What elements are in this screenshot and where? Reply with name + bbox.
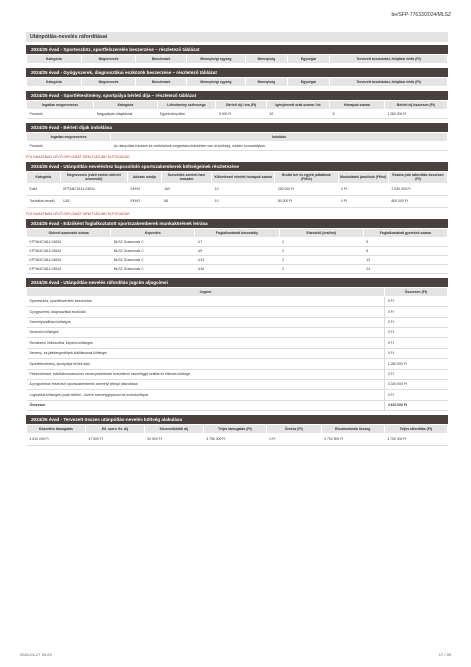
column-header: Megnevezés: [81, 55, 136, 64]
column-header: Közreműködői díj: [144, 425, 203, 434]
column-header: Tervezett beruházási, felújítási érték (Ft): [330, 78, 448, 87]
table-row: [27, 264, 448, 273]
cost-summary-title: 2024/25 évad - Utánpótlás-nevelés ráfordítás jogcím aljogcímei: [26, 278, 448, 287]
table-cell: Az utánpótlás edzések és mérkőzések megtartása érdekében van rá szükség, minden korosztályban.: [111, 142, 448, 151]
facility-rental-title: 2024/25 évad - Sportlétesítmény, sportpálya bérleti díja – részletező táblázat: [26, 91, 448, 100]
table-cell: 253 000 Ft: [275, 183, 338, 195]
table-cell: 8: [363, 246, 447, 255]
column-header: Kategória: [27, 55, 82, 64]
table-cell: 0 Ft: [384, 369, 447, 379]
table-row: [27, 307, 448, 317]
column-header: Mennyiség: [245, 55, 287, 64]
table-row: [27, 195, 448, 207]
table-cell: 10: [212, 195, 275, 207]
column-header: Összesen (Ft): [384, 287, 447, 296]
funding-summary-body: [27, 434, 448, 446]
table-cell: U18: [60, 195, 127, 207]
column-header: Edzésidő (óra/hét): [279, 228, 363, 237]
table-cell: 92 500 Ft: [144, 434, 203, 446]
table-cell: Egyéb települési: [157, 110, 216, 119]
table-cell: 13: [363, 255, 447, 264]
cost-summary-table: [26, 278, 448, 411]
table-cell: KPTANC1814-03634: [27, 264, 111, 273]
table-cell: Sporteszköz, sportfelszerelés beszerzése: [27, 296, 385, 306]
column-header: Mennyiségi egység: [186, 78, 245, 87]
column-header: Hónapok száma: [330, 101, 385, 110]
column-header: Igénybevett órák száma / hó: [266, 101, 329, 110]
table-row: [27, 246, 448, 255]
table-cell: MLSZ Grassroots C: [111, 237, 195, 246]
table-cell: Nagypályás világítással: [94, 110, 157, 119]
page-content: [26, 32, 448, 450]
table-cell: Porozsló: [27, 142, 111, 151]
column-header: Kategória: [94, 101, 157, 110]
staff-costs-table: [26, 162, 448, 208]
column-header: Ingatlan megnevezése: [27, 133, 111, 142]
table-cell: 4 610 000 Ft: [27, 434, 86, 446]
column-header: Benchmark: [136, 78, 187, 87]
table-cell: 800 000 Ft: [389, 195, 448, 207]
table-row: [27, 390, 448, 400]
table-cell: 0 Ft: [384, 296, 447, 306]
column-header: Ell. szerv. fiz. díj: [85, 425, 144, 434]
staff-costs-title: 2024/25 évad - Utánpótlás-neveléshez kapcsolódó sportszakemberek költségeinek részletezése: [26, 162, 448, 171]
table-cell: 47 500 Ft: [85, 434, 144, 446]
table-cell: 0 Ft: [338, 183, 389, 195]
sports-equipment-title: 2024/25 évad - Sporteszköz, sportfelszerelés beszerzése – részletező táblázat: [26, 45, 448, 54]
facility-rental-body: [27, 110, 448, 119]
facility-rental-table: [26, 91, 448, 119]
column-header: Létesítmény szélessége: [157, 101, 216, 110]
table-cell: 3 330 000 Ft: [384, 379, 447, 389]
table-cell: KPTANC1814-03634: [27, 255, 111, 264]
table-cell: U7: [195, 237, 279, 246]
column-header: Bérleti díj összesen (Ft): [384, 101, 447, 110]
funding-summary-header-row: [27, 425, 448, 434]
sports-equipment-table: [26, 45, 448, 64]
staff-costs-header-row: [27, 172, 448, 184]
footer-date: 2024-02-27 20:23: [20, 652, 52, 657]
table-cell: U9: [195, 246, 279, 255]
table-cell: 0 Ft: [338, 195, 389, 207]
column-header: Teljes támogatás (Ft): [203, 425, 266, 434]
table-cell: Edző: [27, 183, 61, 195]
column-header: Indoklás: [111, 133, 448, 142]
sports-equipment-header-row: [27, 55, 448, 64]
rental-justification-header-row: [27, 133, 448, 142]
table-cell: 0 Ft: [384, 328, 447, 338]
table-cell: Személyszállítási költségek: [27, 317, 385, 327]
table-cell: 0 Ft: [384, 348, 447, 358]
table-cell: 2: [279, 255, 363, 264]
rental-justification-body: [27, 142, 448, 151]
column-header: Bérleti díj / óra (Ft): [216, 101, 267, 110]
column-header: Bruttó bér és egyéb juttatások (Ft/hó): [275, 172, 338, 184]
column-header: Évadra jutó ráfordítás összesen (Ft): [389, 172, 448, 184]
column-header: Adózás módja: [128, 172, 162, 184]
table-row: [27, 183, 448, 195]
column-header: Mennyiség: [245, 78, 287, 87]
table-row: [27, 110, 448, 119]
column-header: Ingatlan megnevezése: [27, 101, 94, 110]
section-title: Utánpótlás-nevelés ráfordításai: [26, 32, 448, 42]
table-cell: 68: [161, 195, 212, 207]
table-row: [27, 255, 448, 264]
coach-assignment-header-row: [27, 228, 448, 237]
column-header: Közvetlen támogatás: [27, 425, 86, 434]
table-row: [27, 348, 448, 358]
table-cell: 2: [279, 237, 363, 246]
column-header: Megnevezés: [81, 78, 136, 87]
staff-costs-body: [27, 183, 448, 207]
table-cell: 24: [363, 264, 447, 273]
table-cell: 10: [212, 183, 275, 195]
column-header: Megnevezés (edző esetén oklevél azonosító): [60, 172, 127, 184]
table-cell: 2: [279, 264, 363, 273]
medical-equipment-title: 2024/25 évad - Gyógyszerek, diagnosztikai eszközök beszerzése – részletező táblázat: [26, 68, 448, 77]
coach-assignment-body: [27, 237, 448, 273]
table-cell: 80 000 Ft: [275, 195, 338, 207]
table-cell: Verseny- és játékengedélyek kiállításának költségei: [27, 348, 385, 358]
table-cell: 8: [330, 110, 385, 119]
table-row: [27, 317, 448, 327]
column-header: Tervezett beruházási, felújítási érték (Ft): [330, 55, 448, 64]
table-cell: KPTANC1814-03634: [27, 246, 111, 255]
table-row: [27, 237, 448, 246]
column-header: Kategória: [27, 172, 61, 184]
column-header: Kifizetéssel érintett hónapok száma: [212, 172, 275, 184]
column-header: Önrész (Ft): [266, 425, 321, 434]
diploma-notice: FOLYAMATBAN LÉVŐ DIPLOMÁT NEM TUDUNK ELFOGADNI!: [26, 211, 130, 216]
table-cell: EKHO: [128, 183, 162, 195]
table-cell: 0 Ft: [384, 317, 447, 327]
table-cell: 5 000 Ft: [216, 110, 267, 119]
table-cell: U13: [195, 255, 279, 264]
table-cell: Rendezési, felkészítési, képzési költségek: [27, 338, 385, 348]
column-header: Képesítés: [111, 228, 195, 237]
cost-summary-body: [27, 296, 448, 400]
coach-assignment-table: [26, 219, 448, 274]
column-header: Mennyiségi egység: [186, 55, 245, 64]
coach-assignment-title: 2024/25 évad - Edzőként foglalkoztatott sportszakemberek munkakörének leírása: [26, 219, 448, 228]
table-cell: Sportlétesítmény, sportpálya bérleti díjai: [27, 359, 385, 369]
column-header: Szerződés szerinti havi óraszám: [161, 172, 212, 184]
table-row: [27, 434, 448, 446]
table-cell: KPTANC1814-03634: [27, 237, 111, 246]
column-header: Benchmark: [136, 55, 187, 64]
table-row: [27, 142, 448, 151]
table-cell: 0 Ft: [384, 307, 447, 317]
table-cell: 1 280 000 Ft: [384, 110, 447, 119]
table-cell: U16: [195, 264, 279, 273]
total-value: 4 610 000 Ft: [384, 400, 447, 410]
table-cell: 2 530 000 Ft: [389, 183, 448, 195]
table-cell: 4 750 000 Ft: [203, 434, 266, 446]
table-cell: KPTANC1814-03634: [60, 183, 127, 195]
rental-justification-table: [26, 123, 448, 151]
column-header: Egységár: [287, 78, 329, 87]
table-cell: 1 280 000 Ft: [384, 359, 447, 369]
facility-rental-header-row: [27, 101, 448, 110]
table-cell: 4 750 000 Ft: [384, 434, 447, 446]
diploma-notice: FOLYAMATBAN LÉVŐ DIPLOMÁT NEM TUDUNK ELFOGADNI!: [26, 155, 130, 159]
column-header: Munkáltatói járulékok (Ft/hó): [338, 172, 389, 184]
column-header: Teljes ráfordítás (Ft): [384, 425, 447, 434]
rental-justification-title: 2024/25 évad - Bérleti díjak indoklása: [26, 123, 448, 132]
column-header: Foglalkoztatott gyerekek száma: [363, 228, 447, 237]
column-header: Oklevél azonosító száma: [27, 228, 111, 237]
table-row: [27, 369, 448, 379]
funding-summary-title: 2024/25 évad - Tervezett összes utánpótlás-nevelés költség alakulása: [26, 415, 448, 424]
column-header: Jogcím: [27, 287, 385, 296]
table-cell: Felkészítéssel, edzőtáborozással és versenyeztetéssel közvetlenül összefüggő szállás és étkezés költsége: [27, 369, 385, 379]
table-cell: 4 702 500 Ft: [321, 434, 384, 446]
column-header: Foglalkoztatott korosztály: [195, 228, 279, 237]
table-cell: 0 Ft: [266, 434, 321, 446]
table-cell: MLSZ Grassroots C: [111, 264, 195, 273]
medical-equipment-table: [26, 68, 448, 87]
column-header: Elszámolandó összeg: [321, 425, 384, 434]
table-row: [27, 328, 448, 338]
table-cell: A programban résztvevő sportszakemberek személyi jellegű ráfordításai: [27, 379, 385, 389]
table-cell: Gyógyszerek, diagnosztikai eszközök: [27, 307, 385, 317]
cost-summary-header-row: [27, 287, 448, 296]
table-cell: Porozsló: [27, 110, 94, 119]
table-row: [27, 338, 448, 348]
document-reference: be/SFP-77633/2024/MLSZ: [391, 12, 451, 18]
table-cell: 0 Ft: [384, 338, 447, 348]
column-header: Egységár: [287, 55, 329, 64]
table-cell: MLSZ Grassroots C: [111, 255, 195, 264]
table-cell: 2: [279, 246, 363, 255]
table-cell: MLSZ Grassroots C: [111, 246, 195, 255]
cost-summary-total-row: [27, 400, 448, 410]
funding-summary-table: [26, 415, 448, 446]
column-header: Kategória: [27, 78, 82, 87]
total-label: Összesen: [27, 400, 385, 410]
table-cell: 160: [161, 183, 212, 195]
table-cell: Nevezési költségek: [27, 328, 385, 338]
table-cell: Logisztikai költségek (csak belföld – kivéve személygépkocsi ba motorkerékpár: [27, 390, 385, 400]
page-number: 17 / 39: [438, 652, 451, 657]
table-cell: 32: [266, 110, 329, 119]
table-cell: EKHO: [128, 195, 162, 207]
table-row: [27, 359, 448, 369]
table-cell: 5: [363, 237, 447, 246]
table-cell: 0 Ft: [384, 390, 447, 400]
medical-equipment-header-row: [27, 78, 448, 87]
table-row: [27, 296, 448, 306]
table-row: [27, 379, 448, 389]
table-cell: Technikai vezető: [27, 195, 61, 207]
